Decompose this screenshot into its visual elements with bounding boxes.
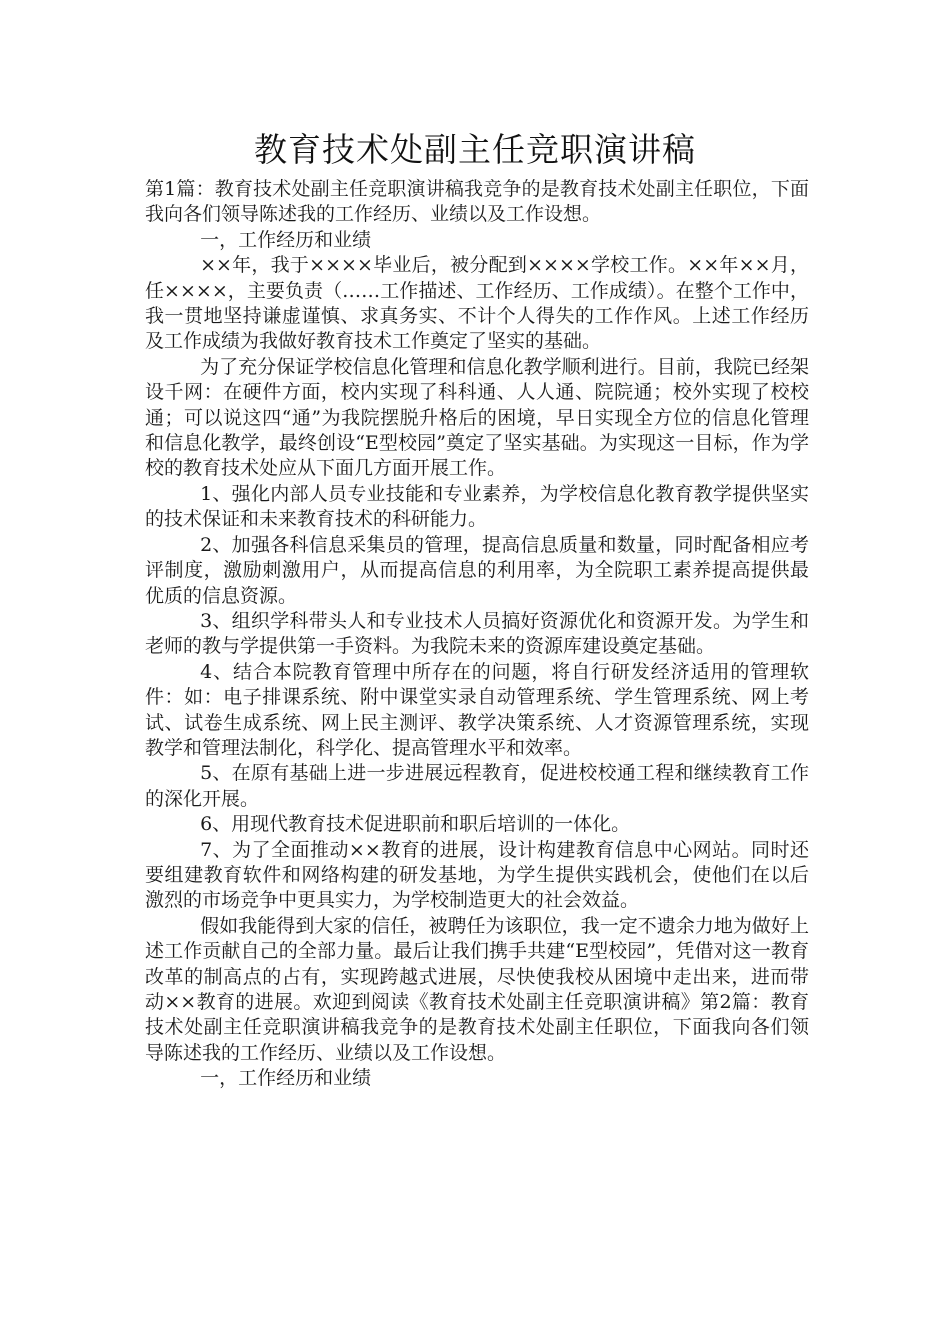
section-heading-experience: 一，工作经历和业绩	[200, 228, 372, 251]
document-title: 教育技术处副主任竞职演讲稿	[254, 130, 696, 169]
list-item-6: 6、用现代教育技术促进职前和职后培训的一体化。	[200, 813, 631, 836]
list-item-2: 2、加强各科信息采集员的管理，提高信息质量和数量，同时配备相应考评制度，激励刺激用户，从而提高信息的利用率，为全院职工素养提高提供最优质的信息资源。	[145, 533, 809, 607]
list-item-5: 5、在原有基础上进一步进展远程教育，促进校校通工程和继续教育工作的深化开展。	[145, 762, 809, 810]
document-body	[145, 177, 809, 1092]
paragraph-work-history: ××年，我于××××毕业后，被分配到××××学校工作。××年××月，任××××，主要负责（……工作描述、工作经历、工作成绩）。在整个工作中，我一贯地坚持谦虚谨慎、求真务实、不计个人得失的工作作风。上述工作经历及工作成绩为我做好教育技术工作奠定了坚实的基础。	[145, 254, 809, 353]
paragraph-intro: 第1篇：教育技术处副主任竞职演讲稿我竞争的是教育技术处副主任职位，下面我向各们领导陈述我的工作经历、业绩以及工作设想。	[145, 178, 809, 226]
list-item-3: 3、组织学科带头人和专业技术人员搞好资源优化和资源开发。为学生和老师的教与学提供第一手资料。为我院未来的资源库建设奠定基础。	[145, 609, 809, 658]
list-item-7: 7、为了全面推动××教育的进展，设计构建教育信息中心网站。同时还要组建教育软件和网络构建的研发基地，为学生提供实践机会，使他们在以后激烈的市场竞争中更具实力，为学校制造更大的社会效益。	[145, 838, 809, 912]
list-item-1: 1、强化内部人员专业技能和专业素养，为学校信息化教育教学提供坚实的技术保证和未来教育技术的科研能力。	[145, 482, 809, 531]
section-heading-experience-2: 一，工作经历和业绩	[200, 1067, 372, 1090]
paragraph-conclusion: 假如我能得到大家的信任，被聘任为该职位，我一定不遗余力地为做好上述工作贡献自己的全部力量。最后让我们携手共建“E型校园”，凭借对这一教育改革的制高点的占有，实现跨越式进展，尽快使我校从困境中走出来，进而带动××教育的进展。欢迎到阅读《教育技术处副主任竞职演讲稿》第2篇：教育技术处副主任竞职演讲稿我竞争的是教育技术处副主任职位，下面我向各们领导陈述我的工作经历、业绩以及工作设想。	[145, 914, 809, 1064]
list-item-4: 4、结合本院教育管理中所存在的问题，将自行研发经济适用的管理软件：如：电子排课系统、附中课堂实录自动管理系统、学生管理系统、网上考试、试卷生成系统、网上民主测评、教学决策系统、人才资源管理系统，实现教学和管理法制化，科学化、提高管理水平和效率。	[145, 660, 809, 759]
paragraph-informatization: 为了充分保证学校信息化管理和信息化教学顺利进行。目前，我院已经架设千网：在硬件方面，校内实现了科科通、人人通、院院通；校外实现了校校通；可以说这四“通”为我院摆脱升格后的困境，早日实现全方位的信息化管理和信息化教学，最终创设“E型校园”奠定了坚实基础。为实现这一目标，作为学校的教育技术处应从下面几方面开展工作。	[145, 355, 809, 480]
